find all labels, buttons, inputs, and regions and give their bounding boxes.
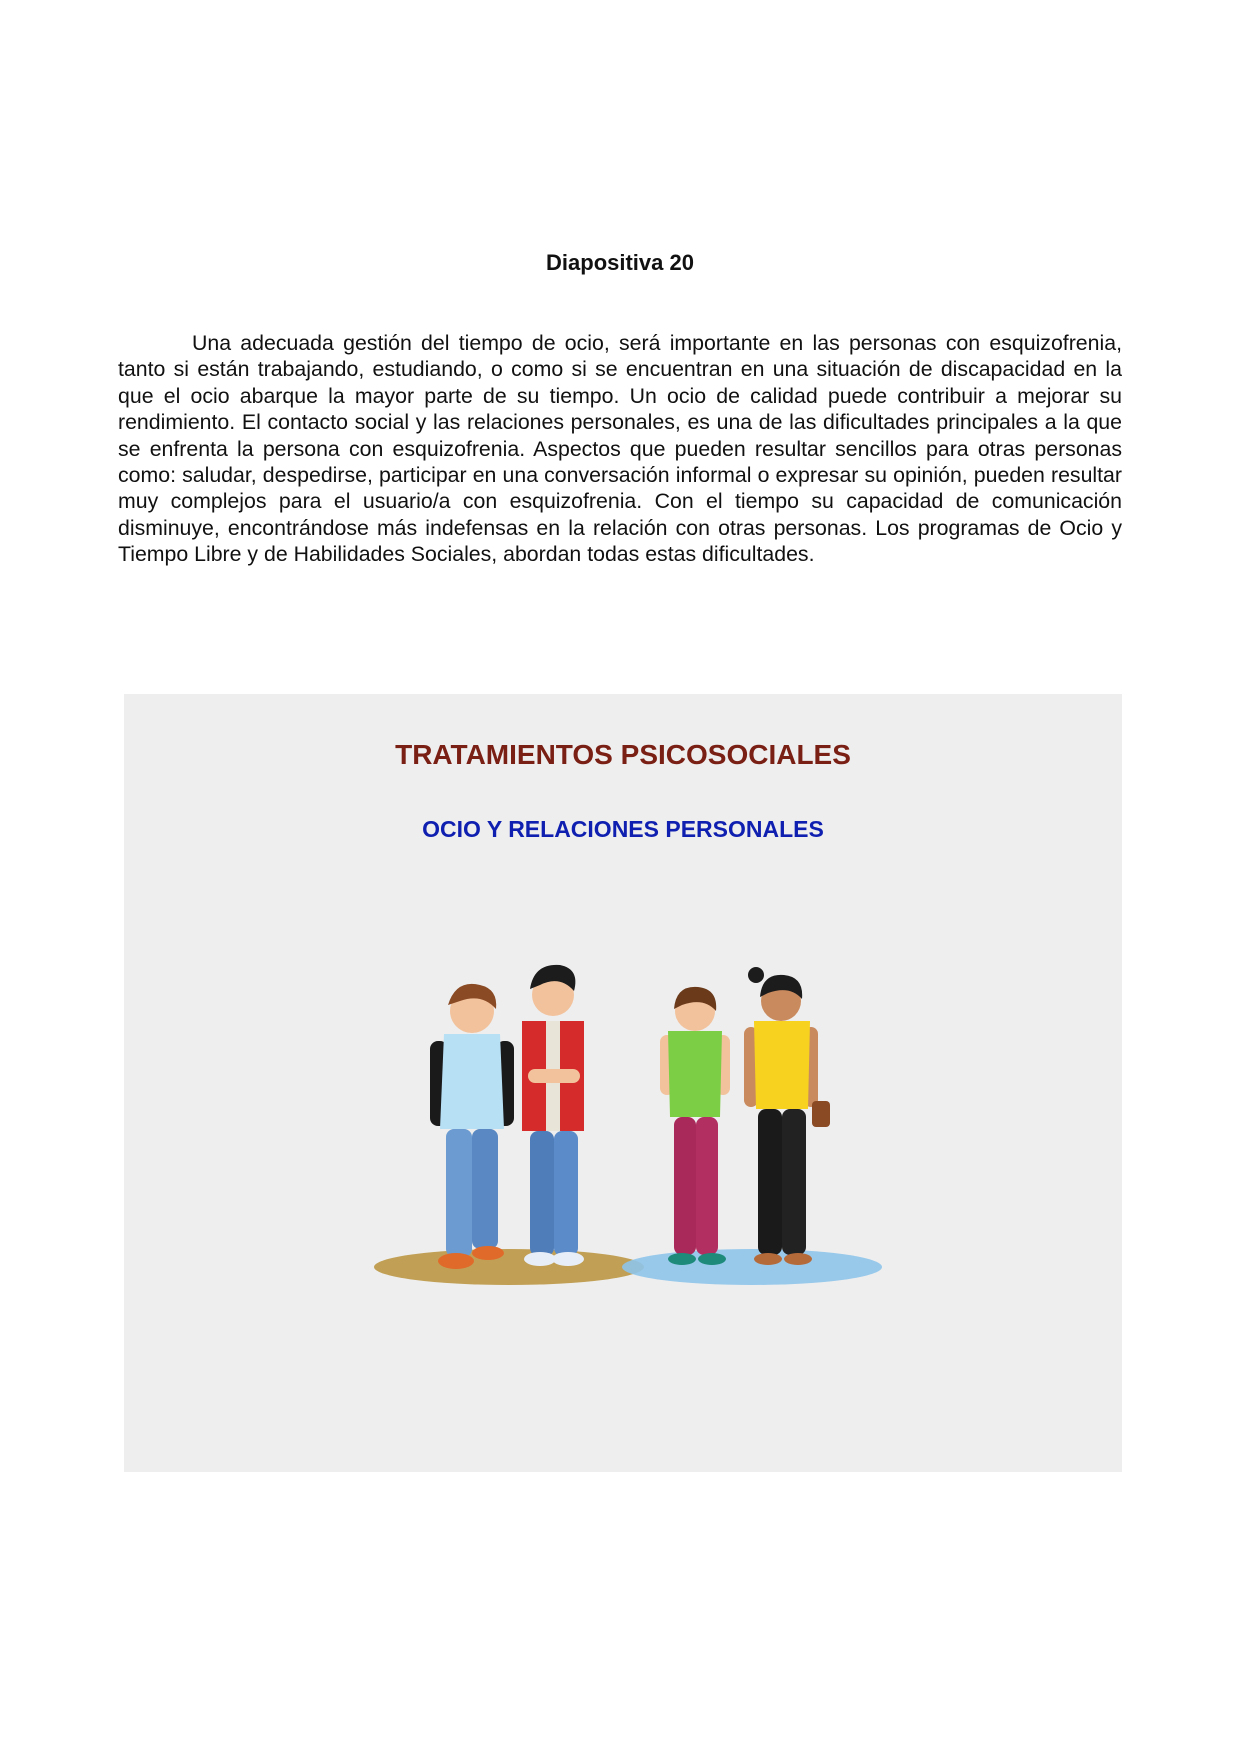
person-boy-red-vest xyxy=(522,965,584,1266)
people-illustration xyxy=(364,939,904,1299)
ground-shadow-right xyxy=(622,1249,882,1285)
person-girl-green-top xyxy=(660,987,730,1265)
slide-title: TRATAMIENTOS PSICOSOCIALES xyxy=(395,739,851,770)
ground-shadow-left xyxy=(374,1249,644,1285)
person-boy-blue-shirt xyxy=(430,984,514,1269)
body-paragraph: Una adecuada gestión del tiempo de ocio, será importante en las personas con esquizofrenia, tanto si están trabajando, estudiando, o como si se encuentran en una situación de discapacidad en la que el ocio abarque la mayor parte de su tiempo. Un ocio de calidad puede contribuir a mejorar su rendimiento. El contacto social y las relaciones personales, es una de las dificultades principales a la que se enfrenta la persona con esquizofrenia. Aspectos que pueden resultar sencillos para otras personas como: saludar, despedirse, participar en una conversación informal o expresar su opinión, pueden resultar muy complejos para el usuario/a con esquizofrenia. Con el tiempo su capacidad de comunicación disminuye, encontrándose más indefensas en la relación con otras personas. Los programas de Ocio y Tiempo Libre y de Habilidades Sociales, abordan todas estas dificultades. xyxy=(118,331,1122,567)
person-girl-yellow-top xyxy=(744,967,830,1265)
slide-image xyxy=(124,694,1122,1472)
slide-number-heading: Diapositiva 20 xyxy=(546,250,694,275)
slide-subtitle: OCIO Y RELACIONES PERSONALES xyxy=(422,816,824,842)
